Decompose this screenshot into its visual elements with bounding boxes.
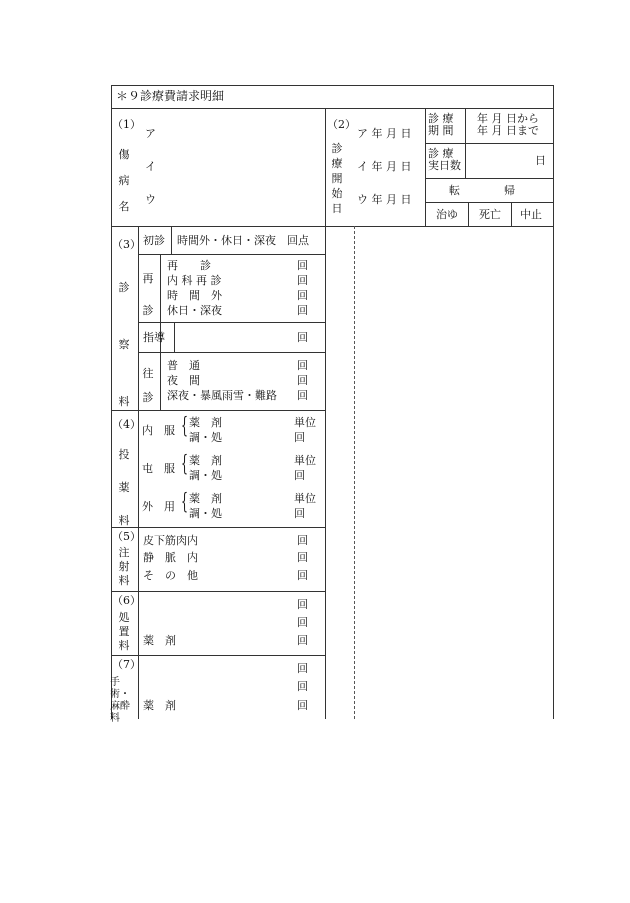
shoshin-label: 初診 <box>143 234 165 247</box>
s4-bottom <box>111 527 325 528</box>
start-date-a: ア 年 月 日 <box>357 127 412 140</box>
s3-label: 診察料 <box>118 281 130 408</box>
injection-other: そ の 他 <box>143 569 198 582</box>
gaiyou-disp: 調・処 <box>189 507 222 520</box>
saishin-unit-1: 回 <box>297 259 308 272</box>
s7-drug: 薬 剤 <box>143 699 176 712</box>
saishin-unit-4: 回 <box>297 304 308 317</box>
injection-iv: 静 脈 内 <box>143 551 198 564</box>
tonpuku-brace: { <box>181 452 188 477</box>
tonpuku-disp: 調・処 <box>189 469 222 482</box>
shoshin-detail: 時間外・休日・深夜 回点 <box>177 234 309 247</box>
shido-unit: 回 <box>297 331 308 344</box>
oushin-unit-3: 回 <box>297 389 308 402</box>
s3-number: （3） <box>112 238 141 251</box>
oushin-unit-1: 回 <box>297 359 308 372</box>
days-label: 診 療 実日数 <box>428 147 461 172</box>
saishin-unit-3: 回 <box>297 289 308 302</box>
saishin-item-2: 内 科 再 診 <box>167 274 222 287</box>
s1-number: （1） <box>112 118 141 131</box>
outcome-died: 死亡 <box>479 208 501 221</box>
saishin-unit-2: 回 <box>297 274 308 287</box>
naifuku-label: 内 服 <box>142 424 175 437</box>
naifuku-unit-a: 単位 <box>294 416 316 429</box>
s1-item-u: ウ <box>145 193 156 206</box>
naifuku-drug: 薬 剤 <box>189 416 222 429</box>
s2-number: （2） <box>327 118 356 131</box>
s3-bottom <box>111 410 325 411</box>
frame-left <box>111 85 112 719</box>
main-divider <box>325 108 326 719</box>
shido-label: 指導 <box>143 331 165 344</box>
outcome-label: 転 帰 <box>449 184 515 197</box>
injection-sc: 皮下筋肉内 <box>143 534 198 547</box>
s5-number: （5） <box>112 530 141 543</box>
gaiyou-unit-b: 回 <box>294 507 305 520</box>
tonpuku-unit-a: 単位 <box>294 454 316 467</box>
oushin-item-3: 深夜・暴風雨雪・難路 <box>167 389 277 402</box>
frame-right <box>553 85 554 719</box>
shido-sep <box>174 322 175 352</box>
tonpuku-drug: 薬 剤 <box>189 454 222 467</box>
period-bottom <box>425 143 553 144</box>
title-divider <box>111 108 553 109</box>
saishin-item-4: 休日・深夜 <box>167 304 222 317</box>
gaiyou-brace: { <box>181 490 188 515</box>
s5-bottom <box>111 591 325 592</box>
start-date-i: イ 年 月 日 <box>357 160 412 173</box>
s4-label: 投薬料 <box>118 448 130 527</box>
label-col-divider <box>138 226 139 719</box>
oushin-label: 往診 <box>142 367 154 404</box>
injection-unit-1: 回 <box>297 534 308 547</box>
form-title: ＊９診療費請求明細 <box>116 89 225 103</box>
s6-unit-2: 回 <box>297 616 308 629</box>
s2-label: 診療開始日 <box>331 142 343 215</box>
s1-label: 傷病名 <box>118 148 130 213</box>
naifuku-unit-b: 回 <box>294 431 305 444</box>
s5-label: 注射料 <box>118 546 130 587</box>
outcome-stopped: 中止 <box>520 208 542 221</box>
top-section-divider <box>111 226 553 227</box>
oushin-unit-2: 回 <box>297 374 308 387</box>
s4-number: （4） <box>112 418 141 431</box>
tonpuku-label: 屯 服 <box>142 462 175 475</box>
s6-label: 処置料 <box>118 611 130 652</box>
s6-drug: 薬 剤 <box>143 634 176 647</box>
outcome-sep-2 <box>511 202 512 226</box>
s6-number: （6） <box>112 594 141 607</box>
saishin-item-1: 再 診 <box>167 259 211 272</box>
tonpuku-unit-b: 回 <box>294 469 305 482</box>
period-label: 診 療 期 間 <box>428 112 454 137</box>
injection-unit-3: 回 <box>297 569 308 582</box>
s6-bottom <box>111 655 325 656</box>
naifuku-disp: 調・処 <box>189 431 222 444</box>
shoshin-sep <box>171 226 172 254</box>
days-bottom <box>425 178 553 179</box>
s6-unit-3: 回 <box>297 634 308 647</box>
s1-item-i: イ <box>145 160 156 173</box>
outcome-sep-1 <box>468 202 469 226</box>
gaiyou-drug: 薬 剤 <box>189 492 222 505</box>
days-unit: 日 <box>535 154 546 167</box>
saishin-item-3: 時 間 外 <box>167 289 222 302</box>
gaiyou-unit-a: 単位 <box>294 492 316 505</box>
outcome-cured: 治ゆ <box>436 208 458 221</box>
outcome-divider <box>425 202 553 203</box>
s6-unit-1: 回 <box>297 598 308 611</box>
oushin-item-2: 夜 間 <box>167 374 200 387</box>
date-divider <box>425 108 426 226</box>
s3-line-2 <box>138 322 325 323</box>
injection-unit-2: 回 <box>297 551 308 564</box>
s7-unit-2: 回 <box>297 680 308 693</box>
frame-top <box>111 85 553 86</box>
period-from: 年 月 日から <box>477 112 539 125</box>
period-to: 年 月 日まで <box>477 124 539 137</box>
dashed-divider <box>354 226 355 719</box>
s7-unit-3: 回 <box>297 699 308 712</box>
saishin-label: 再診 <box>142 272 154 317</box>
oushin-item-1: 普 通 <box>167 359 200 372</box>
s3-line-3 <box>138 352 325 353</box>
start-date-u: ウ 年 月 日 <box>357 193 412 206</box>
s3-line-1 <box>138 254 325 255</box>
s7-number: （7） <box>112 658 141 671</box>
s1-item-a: ア <box>145 127 156 140</box>
s7-label: 手術・麻酔料 <box>110 677 130 724</box>
s7-unit-1: 回 <box>297 662 308 675</box>
gaiyou-label: 外 用 <box>142 500 175 513</box>
naifuku-brace: { <box>181 414 188 439</box>
